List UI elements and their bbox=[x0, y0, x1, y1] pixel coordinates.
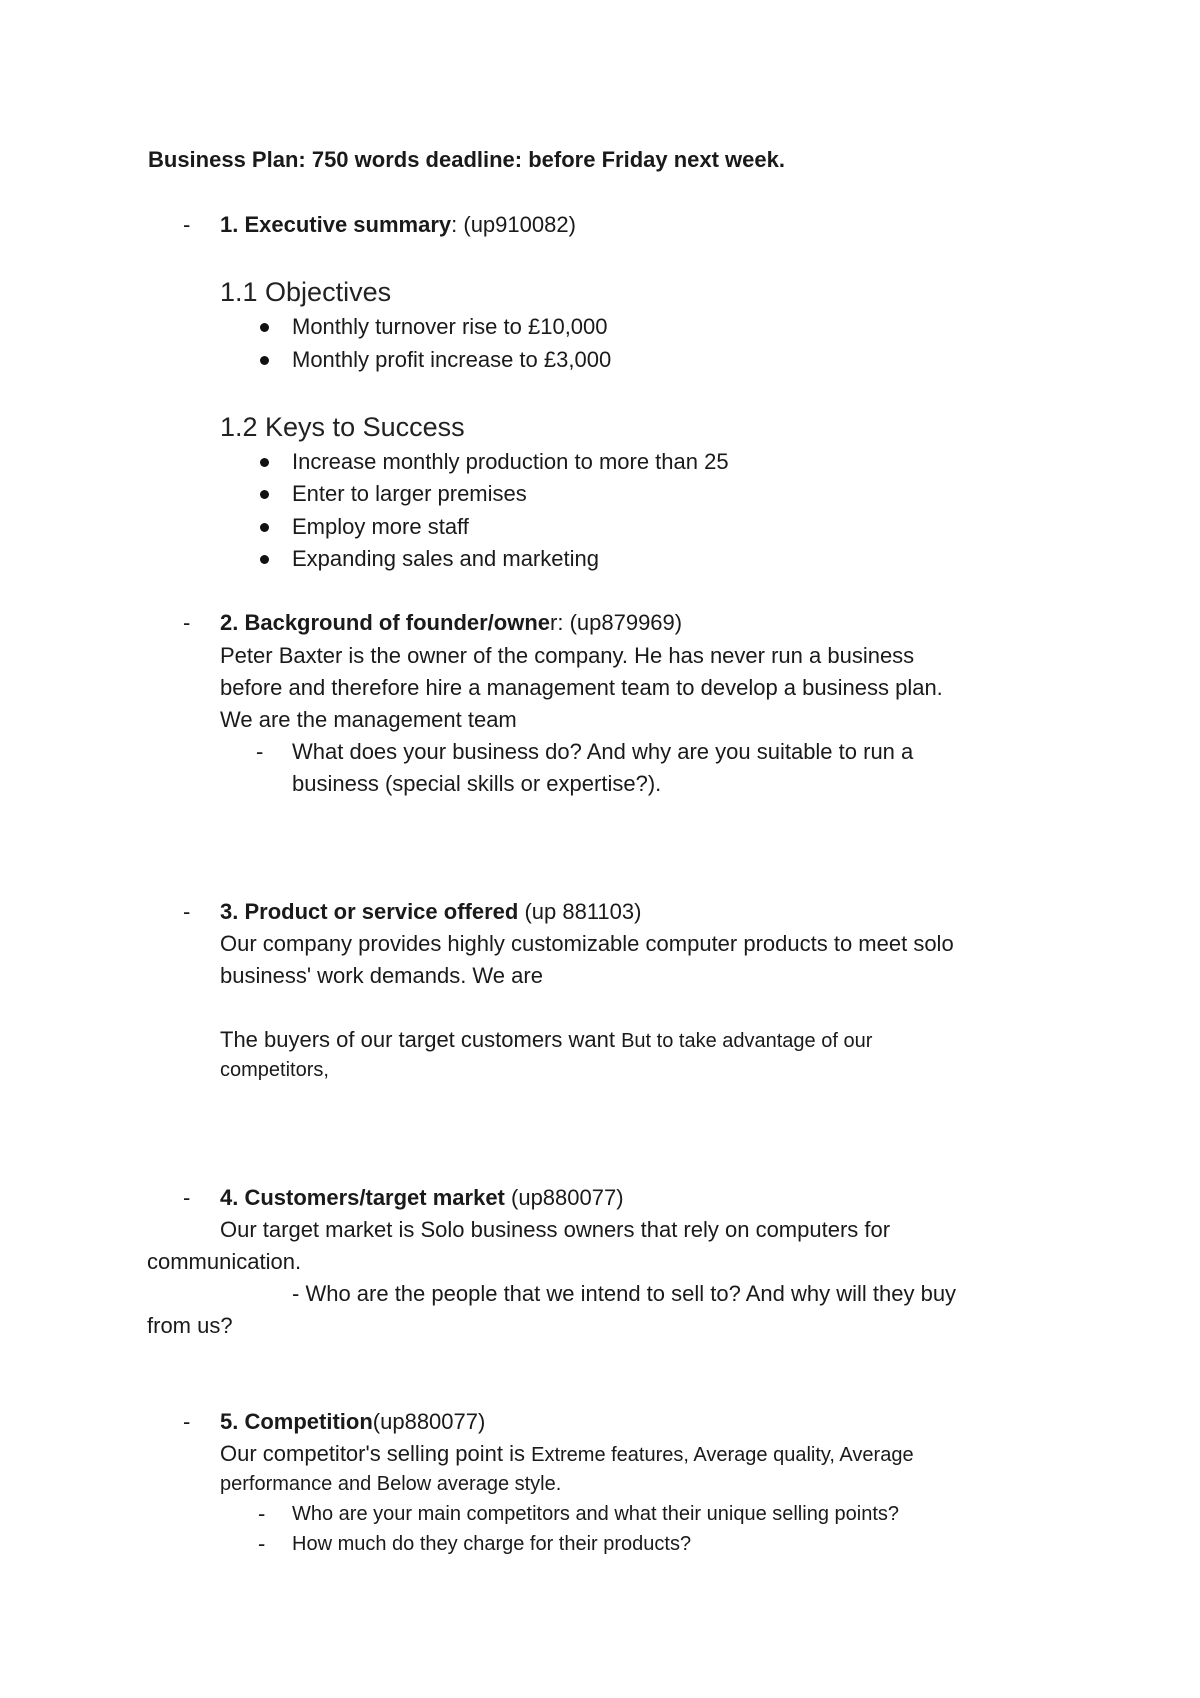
question-line: business (special skills or expertise?). bbox=[292, 771, 662, 796]
dash-marker: - bbox=[256, 739, 264, 764]
dash-marker: - bbox=[183, 212, 191, 237]
dash-marker: - bbox=[183, 610, 191, 635]
paragraph-line: from us? bbox=[147, 1313, 233, 1338]
paragraph-line: - Who are the people that we intend to sell to? And why will they buy bbox=[292, 1281, 957, 1306]
dash-marker: - bbox=[183, 899, 191, 924]
section-3 bbox=[220, 896, 641, 928]
question-line: How much do they charge for their products? bbox=[292, 1533, 692, 1555]
paragraph-line: business' work demands. We are bbox=[220, 963, 543, 988]
paragraph-text: Our competitor's selling point is bbox=[220, 1441, 532, 1466]
bullet-icon bbox=[260, 523, 269, 532]
paragraph-line: Peter Baxter is the owner of the company. He has never run a business bbox=[220, 643, 915, 668]
section-1 bbox=[220, 209, 576, 241]
section-5-code: (up880077) bbox=[372, 1409, 486, 1434]
section-1-heading: 1. Executive summary bbox=[220, 212, 452, 237]
bullet-icon bbox=[260, 323, 269, 332]
section-2 bbox=[220, 607, 682, 639]
objectives-heading: 1.1 Objectives bbox=[220, 277, 392, 307]
paragraph-line: communication. bbox=[147, 1249, 302, 1274]
section-2-code: r: (up879969) bbox=[550, 610, 683, 635]
key-item: Enter to larger premises bbox=[292, 481, 527, 506]
bullet-icon bbox=[260, 490, 269, 499]
section-4-code: (up880077) bbox=[504, 1185, 624, 1210]
section-5 bbox=[220, 1406, 485, 1438]
objective-item: Monthly profit increase to £3,000 bbox=[292, 347, 612, 372]
paragraph-text: Extreme features, Average quality, Average bbox=[531, 1444, 914, 1466]
section-4-heading: 4. Customers/target market bbox=[220, 1185, 505, 1210]
dash-marker: - bbox=[183, 1409, 191, 1434]
dash-marker: - bbox=[183, 1185, 191, 1210]
question-line: What does your business do? And why are you suitable to run a bbox=[292, 739, 914, 764]
key-item: Expanding sales and marketing bbox=[292, 546, 599, 571]
section-3-heading: 3. Product or service offered bbox=[220, 899, 519, 924]
objective-item: Monthly turnover rise to £10,000 bbox=[292, 314, 608, 339]
page-title: Business Plan: 750 words deadline: before Friday next week. bbox=[148, 147, 785, 172]
paragraph-text: The buyers of our target customers want bbox=[220, 1027, 622, 1052]
section-5-heading: 5. Competition bbox=[220, 1409, 373, 1434]
section-3-code: (up 881103) bbox=[518, 899, 642, 924]
key-item: Increase monthly production to more than 25 bbox=[292, 449, 729, 474]
section-2-heading: 2. Background of founder/owne bbox=[220, 610, 551, 635]
paragraph-line: competitors, bbox=[220, 1059, 329, 1081]
bullet-icon bbox=[260, 458, 269, 467]
dash-marker: - bbox=[258, 1531, 266, 1556]
key-item: Employ more staff bbox=[292, 514, 469, 539]
paragraph-line: Our target market is Solo business owners that rely on computers for bbox=[220, 1217, 891, 1242]
paragraph-line: We are the management team bbox=[220, 707, 517, 732]
bullet-icon bbox=[260, 356, 269, 365]
paragraph-line: performance and Below average style. bbox=[220, 1473, 562, 1495]
paragraph-line bbox=[220, 1024, 872, 1057]
section-1-code: : (up910082) bbox=[451, 212, 576, 237]
paragraph-text: But to take advantage of our bbox=[621, 1030, 873, 1052]
paragraph-line: Our company provides highly customizable computer products to meet solo bbox=[220, 931, 954, 956]
paragraph-line: before and therefore hire a management team to develop a business plan. bbox=[220, 675, 943, 700]
dash-marker: - bbox=[258, 1501, 266, 1526]
bullet-icon bbox=[260, 555, 269, 564]
keys-heading: 1.2 Keys to Success bbox=[220, 412, 465, 442]
paragraph-line bbox=[220, 1438, 914, 1471]
question-line: Who are your main competitors and what their unique selling points? bbox=[292, 1503, 899, 1525]
section-4 bbox=[220, 1182, 624, 1214]
